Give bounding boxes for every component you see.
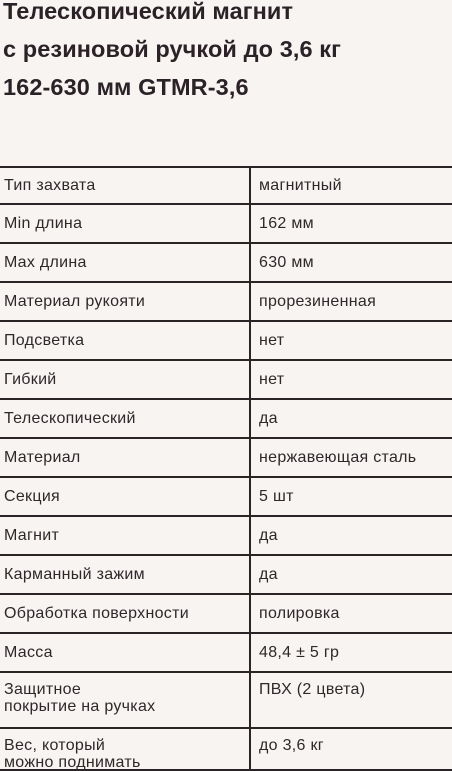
spec-name: Тип захвата <box>4 177 96 194</box>
column-divider <box>249 517 251 554</box>
spec-value: полировка <box>259 605 340 622</box>
spec-name: Подсветка <box>4 332 85 349</box>
spec-name: Min длина <box>4 215 83 232</box>
product-title-line-3: 162-630 мм GTMR-3,6 <box>3 74 249 100</box>
spec-name: Обработка поверхности <box>4 605 189 622</box>
spec-name: Материал <box>4 449 81 466</box>
spec-row-backlight <box>0 322 452 361</box>
product-title <box>3 0 451 106</box>
column-divider <box>249 244 251 281</box>
spec-value: 48,4 ± 5 гр <box>259 644 340 661</box>
spec-value: 162 мм <box>259 215 314 232</box>
column-divider <box>249 729 251 769</box>
column-divider <box>249 673 251 727</box>
column-divider <box>249 400 251 437</box>
spec-row-weight <box>0 634 452 673</box>
spec-name: Секция <box>4 488 61 505</box>
spec-name: Магнит <box>4 527 60 544</box>
column-divider <box>249 322 251 359</box>
spec-name: Карманный зажим <box>4 566 145 583</box>
spec-name: Масса <box>4 644 53 661</box>
spec-value: магнитный <box>259 177 342 194</box>
spec-row-material <box>0 439 452 478</box>
spec-value: ПВХ (2 цвета) <box>259 681 366 698</box>
spec-row-magnet <box>0 517 452 556</box>
spec-row-flexible <box>0 361 452 400</box>
spec-name: Защитное покрытие на ручках <box>4 681 156 715</box>
column-divider <box>249 439 251 476</box>
spec-table <box>0 166 452 771</box>
spec-row-sections <box>0 478 452 517</box>
column-divider <box>249 556 251 593</box>
spec-row-max-length <box>0 244 452 283</box>
spec-value: 5 шт <box>259 488 294 505</box>
spec-row-grip-type <box>0 166 452 205</box>
spec-value: да <box>259 410 278 427</box>
spec-name: Max длина <box>4 254 87 271</box>
spec-row-pocket-clip <box>0 556 452 595</box>
column-divider <box>249 478 251 515</box>
column-divider <box>249 283 251 320</box>
spec-name: Гибкий <box>4 371 57 388</box>
column-divider <box>249 168 251 203</box>
column-divider <box>249 634 251 671</box>
spec-row-telescopic <box>0 400 452 439</box>
column-divider <box>249 205 251 242</box>
spec-name: Вес, который можно поднимать <box>4 737 141 771</box>
spec-value: нержавеющая сталь <box>259 449 417 466</box>
spec-row-surface-finish <box>0 595 452 634</box>
spec-row-handle-material <box>0 283 452 322</box>
spec-name: Материал рукояти <box>4 293 146 310</box>
product-title-line-1: Телескопический магнит <box>3 0 294 24</box>
spec-value: 630 мм <box>259 254 314 271</box>
spec-name: Телескопический <box>4 410 136 427</box>
spec-row-handle-coating <box>0 673 452 729</box>
spec-value: прорезиненная <box>259 293 377 310</box>
spec-row-min-length <box>0 205 452 244</box>
spec-value: нет <box>259 332 285 349</box>
spec-value: да <box>259 566 278 583</box>
spec-row-lift-capacity <box>0 729 452 771</box>
spec-value: до 3,6 кг <box>259 737 324 754</box>
column-divider <box>249 595 251 632</box>
column-divider <box>249 361 251 398</box>
product-title-line-2: с резиновой ручкой до 3,6 кг <box>3 36 342 62</box>
spec-value: нет <box>259 371 285 388</box>
spec-value: да <box>259 527 278 544</box>
